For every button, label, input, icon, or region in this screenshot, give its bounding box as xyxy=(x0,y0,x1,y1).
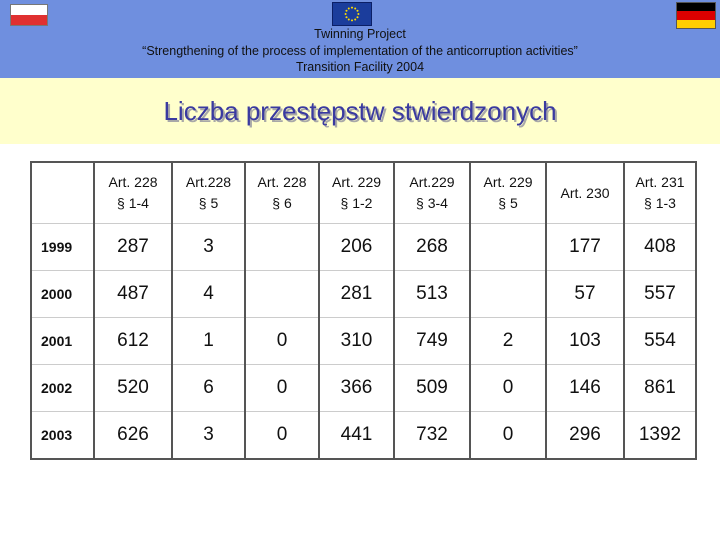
column-header-article: Art. 230 xyxy=(560,184,610,201)
flag-de-icon xyxy=(676,2,716,29)
table-cell: 146 xyxy=(546,364,624,411)
table-cell: 177 xyxy=(546,224,624,271)
flag-eu-icon xyxy=(332,2,372,26)
table-cell: 4 xyxy=(172,270,245,317)
column-header-article: Art. 229 xyxy=(483,174,533,190)
column-header xyxy=(31,162,94,224)
column-header xyxy=(172,162,245,224)
table-cell: 513 xyxy=(394,270,470,317)
column-header xyxy=(470,162,546,224)
table-cell: 487 xyxy=(94,270,172,317)
table-cell: 861 xyxy=(624,364,696,411)
table-cell: 296 xyxy=(546,411,624,459)
table-cell xyxy=(470,270,546,317)
year-cell: 2001 xyxy=(31,317,94,364)
table-cell: 732 xyxy=(394,411,470,459)
column-header-paragraph: § 1-4 xyxy=(117,195,149,211)
column-header-article: Art. 229 xyxy=(331,174,382,190)
column-header xyxy=(319,162,394,224)
project-subtitle: “Strengthening of the process of implementation of the anticorruption activities” xyxy=(142,43,578,58)
column-header xyxy=(546,162,624,224)
table-cell: 0 xyxy=(245,317,319,364)
page-title: Liczba przestępstw stwierdzonych xyxy=(163,96,557,126)
table-cell: 520 xyxy=(94,364,172,411)
column-header xyxy=(394,162,470,224)
column-header-article: Art. 228 xyxy=(257,174,307,190)
table-cell: 2 xyxy=(470,317,546,364)
column-header-paragraph: § 3-4 xyxy=(416,195,448,211)
column-header-paragraph: § 1-3 xyxy=(644,195,676,211)
table-cell: 287 xyxy=(94,224,172,271)
table-cell: 281 xyxy=(319,270,394,317)
table-cell: 554 xyxy=(624,317,696,364)
project-facility: Transition Facility 2004 xyxy=(295,60,425,74)
year-cell: 2002 xyxy=(31,364,94,411)
year-cell: 2000 xyxy=(31,270,94,317)
project-description xyxy=(0,26,720,76)
column-header-article: Art. 231 xyxy=(635,174,685,190)
column-header xyxy=(94,162,172,224)
table-row xyxy=(31,411,696,459)
column-header-paragraph: § 5 xyxy=(198,195,219,211)
project-name: Twinning Project xyxy=(314,27,406,41)
table-row xyxy=(31,270,696,317)
table-cell: 1392 xyxy=(638,423,682,445)
table-cell: 557 xyxy=(624,270,696,317)
table-cell: 6 xyxy=(172,364,245,411)
table-cell: 1 xyxy=(172,317,245,364)
column-header xyxy=(624,162,696,224)
table-cell: 0 xyxy=(245,364,319,411)
project-header xyxy=(0,0,720,78)
table-cell xyxy=(245,270,319,317)
table-cell: 626 xyxy=(94,411,172,459)
table-cell xyxy=(245,224,319,271)
column-header-article: Art. 228 xyxy=(108,174,158,190)
table-cell: 441 xyxy=(319,411,394,459)
table-cell: 408 xyxy=(624,224,696,271)
table-cell: 268 xyxy=(394,224,470,271)
crime-statistics-table xyxy=(30,161,697,460)
column-header-article: Art.228 xyxy=(185,174,232,190)
table-cell: 749 xyxy=(394,317,470,364)
table-cell: 0 xyxy=(470,411,546,459)
column-header-article: Art.229 xyxy=(409,174,455,190)
column-header xyxy=(245,162,319,224)
table-cell: 509 xyxy=(394,364,470,411)
table-row xyxy=(31,364,696,411)
table-cell: 0 xyxy=(470,364,546,411)
table-cell xyxy=(470,224,546,271)
flag-pl-icon xyxy=(10,4,48,26)
column-header-paragraph: § 5 xyxy=(498,195,518,211)
column-header-paragraph: § 6 xyxy=(272,195,292,211)
table-cell: 310 xyxy=(319,317,394,364)
table-cell: 206 xyxy=(319,224,394,271)
table-row xyxy=(31,317,696,364)
table-row xyxy=(31,224,696,271)
table-cell: 366 xyxy=(319,364,394,411)
table-cell: 3 xyxy=(172,224,245,271)
year-cell: 1999 xyxy=(31,224,94,271)
column-header-paragraph: § 1-2 xyxy=(340,195,373,211)
year-cell: 2003 xyxy=(31,411,94,459)
table-cell: 103 xyxy=(546,317,624,364)
table-cell: 612 xyxy=(94,317,172,364)
table-cell: 0 xyxy=(245,411,319,459)
table-cell: 57 xyxy=(546,270,624,317)
table-cell: 3 xyxy=(172,411,245,459)
table-header-row xyxy=(31,162,696,224)
